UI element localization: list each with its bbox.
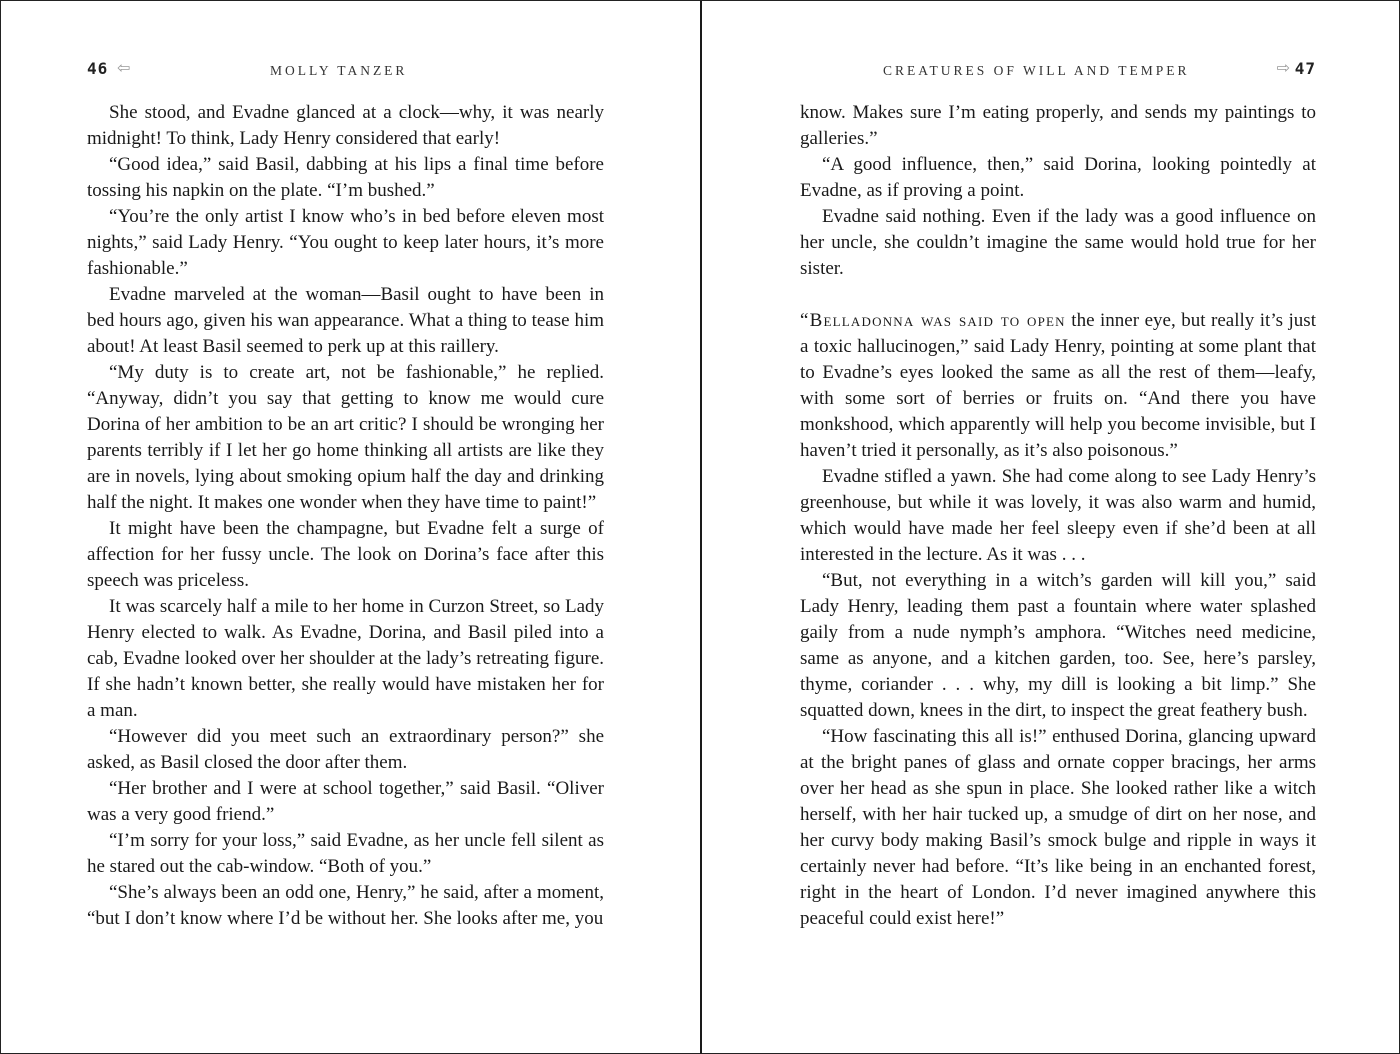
paragraph: “However did you meet such an extraordinary person?” she asked, as Basil closed the door after them. [87, 726, 604, 773]
right-page-body [800, 100, 1316, 932]
paragraph: “Her brother and I were at school together,” said Basil. “Oliver was a very good friend.” [87, 778, 604, 825]
paragraph: Evadne said nothing. Even if the lady was a good influence on her uncle, she couldn’t imagine the same would hold true for her sister. [800, 206, 1316, 279]
right-page-header [800, 59, 1316, 83]
paragraph: Evadne marveled at the woman—Basil ought to have been in bed hours ago, given his wan appearance. What a thing to tease him about! At least Basil seemed to perk up at this raillery. [87, 284, 604, 357]
paragraph: “A good influence, then,” said Dorina, looking pointedly at Evadne, as if proving a point. [800, 154, 1316, 201]
paragraph: It might have been the champagne, but Evadne felt a surge of affection for her fussy uncle. The look on Dorina’s face after this speech was priceless. [87, 518, 604, 591]
left-page-header [87, 59, 607, 83]
left-page-body [87, 100, 604, 932]
paragraph: “She’s always been an odd one, Henry,” he said, after a moment, “but I don’t know where I’d be without her. She looks after me, you [87, 882, 604, 929]
continued-paragraph: know. Makes sure I’m eating properly, and sends my paintings to galleries.” [800, 102, 1316, 149]
paragraph: “But, not everything in a witch’s garden will kill you,” said Lady Henry, leading them past a fountain where water splashed gaily from a nude nymph’s amphora. “Witches need medicine, same as anyone, and a kitchen garden, too. See, here’s parsley, thyme, coriander . . . why, my dill is looking a bit limp.” She squatted down, knees in the dirt, to inspect the great feathery bush. [800, 570, 1316, 721]
left-page-number: 46 [87, 59, 109, 78]
paragraph: “You’re the only artist I know who’s in bed before eleven most nights,” said Lady Henry. “You ought to keep later hours, it’s more fashionable.” [87, 206, 604, 279]
right-page-number: 47 [1294, 59, 1316, 78]
paragraph: Evadne stifled a yawn. She had come along to see Lady Henry’s greenhouse, but while it was lovely, it was also warm and humid, which would have made her feel sleepy even if she’d been at all interested in the lecture. As it was . . . [800, 466, 1316, 565]
paragraph: “Good idea,” said Basil, dabbing at his lips a final time before tossing his napkin on the plate. “I’m bushed.” [87, 154, 604, 201]
paragraph: She stood, and Evadne glanced at a clock—why, it was nearly midnight! To think, Lady Henry considered that early! [87, 102, 604, 149]
section-break [800, 282, 1316, 308]
paragraph: “How fascinating this all is!” enthused Dorina, glancing upward at the bright panes of glass and ornate copper bracings, her arms over her head as she spun in place. She looked rather like a witch herself, with her hair tucked up, a smudge of dirt on her nose, and her curvy body making Basil’s smock bulge and ripple in ways it certainly never had before. “It’s like being in an enchanted forest, right in the heart of London. I’d never imagined anywhere this peaceful could exist here!” [800, 726, 1316, 929]
left-running-head: MOLLY TANZER [270, 63, 408, 78]
arrow-left-icon: ⇦ [117, 58, 131, 77]
paragraph: It was scarcely half a mile to her home in Curzon Street, so Lady Henry elected to walk. As Evadne, Dorina, and Basil piled into a cab, Evadne looked over her shoulder at the lady’s retreating figure. If she hadn’t known better, she really would have mistaken her for a man. [87, 596, 604, 721]
left-page [1, 1, 700, 1054]
paragraph: “My duty is to create art, not be fashionable,” he replied. “Anyway, didn’t you say that getting to know me would cure Dorina of her ambition to be an art critic? I should be wronging her parents terribly if I let her go home thinking all artists are like they are in novels, lying about smoking opium half the day and drinking half the night. It makes one wonder when they have time to paint!” [87, 362, 604, 513]
arrow-right-icon: ⇨ [1276, 58, 1290, 77]
paragraph: “I’m sorry for your loss,” said Evadne, as her uncle fell silent as he stared out the cab-window. “Both of you.” [87, 830, 604, 877]
section-opening-smallcaps: “Belladonna was said to open [800, 310, 1066, 331]
section-opening-paragraph [800, 308, 1316, 464]
right-running-head: CREATURES OF WILL AND TEMPER [883, 63, 1190, 78]
section-opening-rest: the inner eye, but really it’s just a toxic hallucinogen,” said Lady Henry, pointing at some plant that to Evadne’s eyes looked the same as all the rest of them—leafy, with some sort of berries or fruits on. “And there you have monkshood, which apparently will help you become invisible, but I haven’t tried it personally, as it’s also poisonous.” [800, 310, 1316, 461]
right-page [702, 1, 1400, 1054]
